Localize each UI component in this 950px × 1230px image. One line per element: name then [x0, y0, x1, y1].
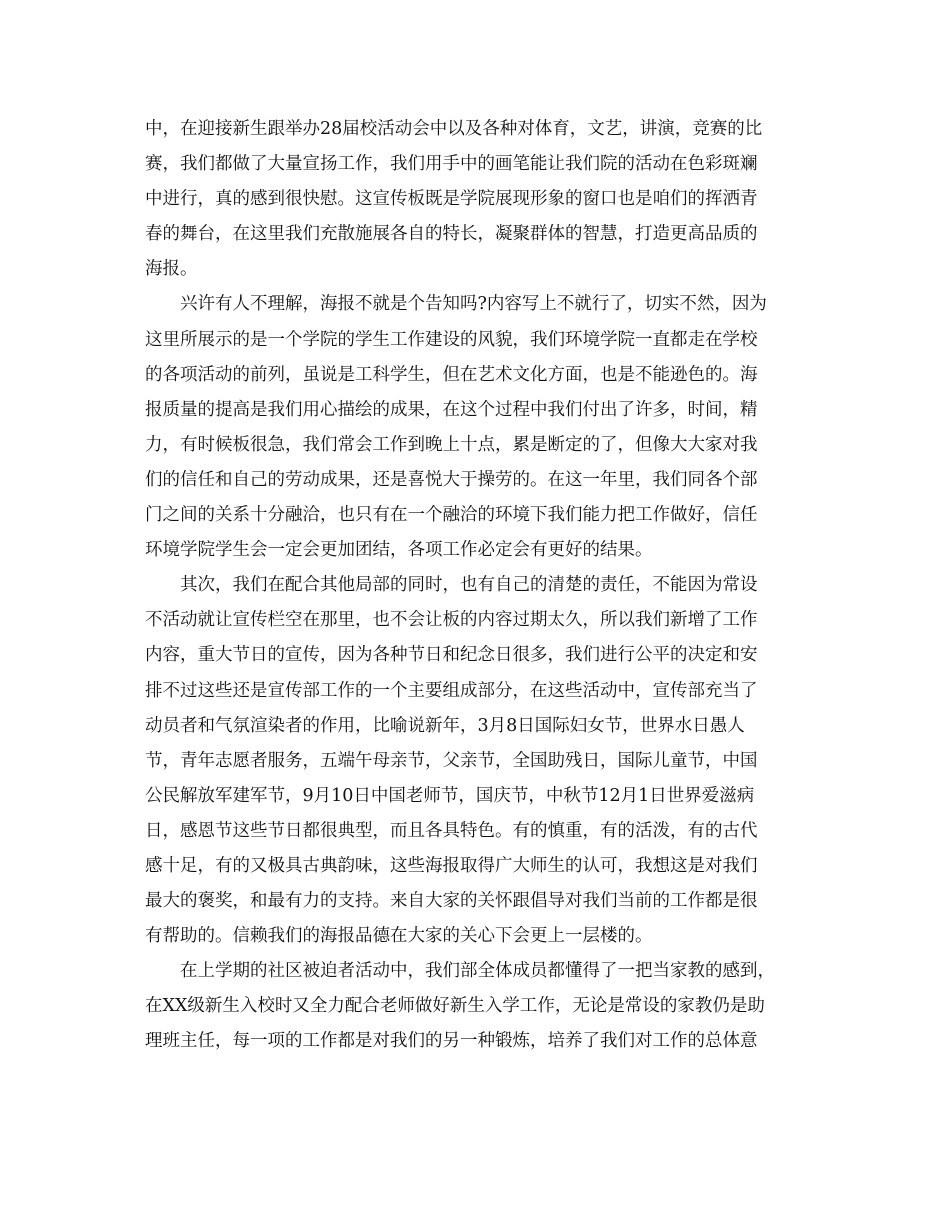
paragraph: [145, 112, 807, 287]
text-line: 的各项活动的前列，虽说是工科学生，但在艺术文化方面，也是不能逊色的。海: [145, 364, 758, 385]
text-line: 在XX级新生入校时又全力配合老师做好新生入学工作，无论是常设的家教仍是助: [145, 996, 765, 1017]
text-line: 力，有时候板很急，我们常会工作到晚上十点，累是断定的了，但像大大家对我: [145, 434, 758, 455]
paragraph: [145, 954, 807, 1059]
body-text: [145, 112, 807, 1060]
text-line: 其次，我们在配合其他局部的同时，也有自己的清楚的责任，不能因为常设: [180, 575, 758, 596]
text-line: 排不过这些还是宣传部工作的一个主要组成部分，在这些活动中，宣传部充当了: [145, 680, 758, 701]
text-line: 们的信任和自己的劳动成果，还是喜悦大于操劳的。在这一年里，我们同各个部: [145, 469, 758, 490]
text-line: 最大的褒奖，和最有力的支持。来自大家的关怀跟倡导对我们当前的工作都是很: [145, 891, 758, 912]
text-line: 在上学期的社区被迫者活动中，我们部全体成员都懂得了一把当家教的感到，: [180, 961, 775, 982]
paragraph: [145, 568, 807, 954]
text-line: 有帮助的。信赖我们的海报品德在大家的关心下会更上一层楼的。: [145, 926, 653, 947]
text-line: 不活动就让宣传栏空在那里，也不会让板的内容过期太久，所以我们新增了工作: [145, 610, 758, 631]
text-line: 公民解放军建军节，9月10日中国老师节，国庆节，中秋节12月1日世界爱滋病: [145, 785, 755, 806]
text-line: 感十足，有的又极具古典韵味，这些海报取得广大师生的认可，我想这是对我们: [145, 855, 758, 876]
text-line: 内容，重大节日的宣传，因为各种节日和纪念日很多，我们进行公平的决定和安: [145, 645, 758, 666]
text-line: 中，在迎接新生跟举办28届校活动会中以及各种对体育，文艺，讲演，竞赛的比: [145, 119, 763, 139]
text-line: 这里所展示的是一个学院的学生工作建设的风貌，我们环境学院一直都走在学校: [145, 329, 758, 350]
text-line: 春的舞台，在这里我们充散施展各自的特长，凝聚群体的智慧，打造更高品质的: [145, 224, 758, 245]
text-line: 日，感恩节这些节日都很典型，而且各具特色。有的慎重，有的活泼，有的古代: [145, 820, 758, 841]
text-line: 海报。: [145, 259, 198, 280]
text-line: 动员者和气氛渲染者的作用，比喻说新年，3月8日国际妇女节，世界水日愚人: [145, 715, 745, 736]
text-line: 赛，我们都做了大量宣扬工作，我们用手中的画笔能让我们院的活动在色彩斑斓: [145, 154, 758, 175]
text-line: 报质量的提高是我们用心描绘的成果，在这个过程中我们付出了许多，时间，精: [145, 399, 758, 420]
text-line: 中进行，真的感到很快慰。这宣传板既是学院展现形象的窗口也是咱们的挥洒青: [145, 189, 758, 210]
text-line: 理班主任，每一项的工作都是对我们的另一种锻炼，培养了我们对工作的总体意: [145, 1031, 758, 1052]
text-line: 门之间的关系十分融洽，也只有在一个融洽的环境下我们能力把工作做好，信任: [145, 505, 758, 526]
text-line: 节，青年志愿者服务，五端午母亲节，父亲节，全国助残日，国际儿童节，中国: [145, 750, 758, 771]
text-line: 环境学院学生会一定会更加团结，各项工作必定会有更好的结果。: [145, 540, 653, 561]
text-line: 兴许有人不理解，海报不就是个告知吗?内容写上不就行了，切实不然，因为: [180, 294, 767, 315]
paragraph: [145, 287, 807, 568]
